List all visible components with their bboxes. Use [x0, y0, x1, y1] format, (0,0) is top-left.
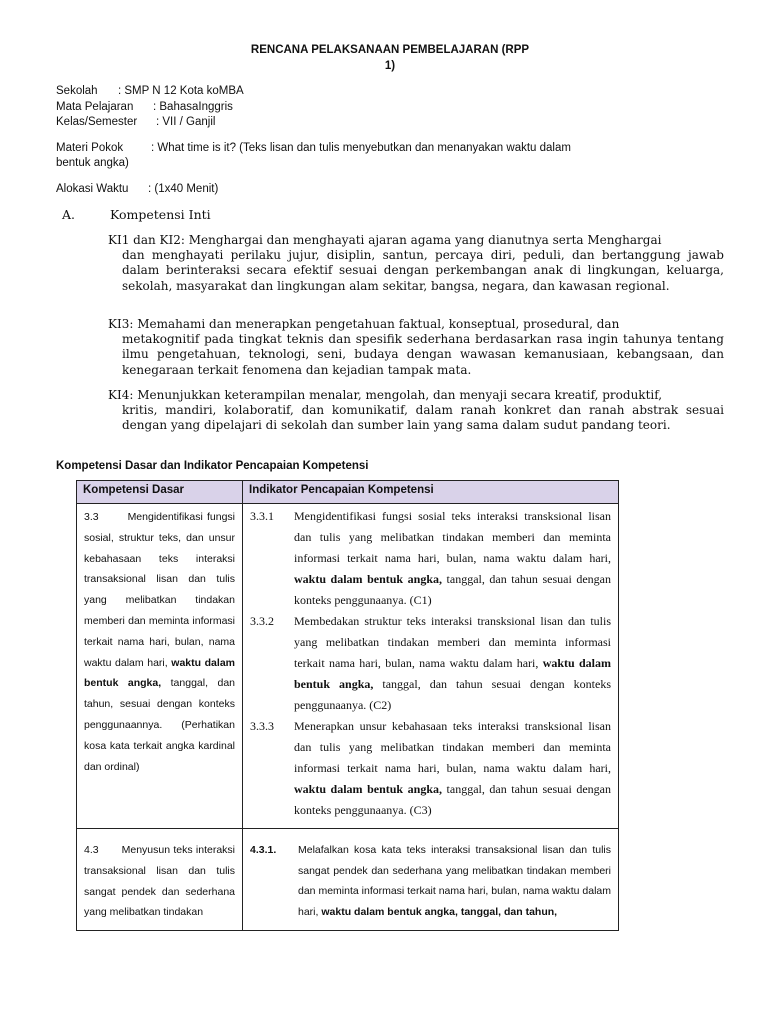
indikator-3-3-1-bold: waktu dalam bentuk angka, [294, 572, 442, 586]
kd-4-3-body: Menyusun teks interaksi transaksional lisan dan tulis sangat pendek dan sederhana yang melibatkan tindakan [84, 844, 235, 919]
kd-cell-3-3 [77, 504, 243, 829]
indikator-3-3-3 [250, 716, 611, 821]
ki3-paragraph [108, 317, 724, 378]
meta-mapel-label: Mata Pelajaran [56, 101, 134, 113]
indikator-4-3-1-text-c: tanggal, dan tahun, [460, 905, 558, 918]
indikator-3-3-2 [250, 611, 611, 716]
indikator-3-3-1-text-c: tanggal, dan tahun sesuai dengan konteks penggunaanya. (C1) [294, 572, 611, 607]
kd-header-cell: Kompetensi Dasar [77, 481, 243, 504]
meta-sekolah-value: : SMP N 12 Kota koMBA [118, 85, 244, 97]
kd-3-3-text-a: Mengidentifikasi fungsi sosial, struktur teks, dan unsur kebahasaan teks interaksi transaksional lisan dan tulis yang melibatkan tindakan memberi dan meminta informasi terkait nama hari, bulan, nama waktu dalam hari, [84, 511, 236, 669]
indikator-cell-4-3 [243, 829, 619, 931]
kd-table-row-4-3 [77, 829, 619, 931]
kd-3-3-note: (Perhatikan kosa kata terkait angka kardinal dan ordinal) [84, 718, 235, 773]
indikator-cell-3-3 [243, 504, 619, 829]
title-line-2: 1) [384, 60, 396, 72]
indikator-3-3-2-text-a: Membedakan struktur teks interaksi transksional lisan dan tulis yang melibatkan tindakan memberi dan meminta informasi terkait nama hari, bulan, nama waktu dalam hari, [294, 614, 611, 670]
kd-3-3-number: 3.3 [84, 511, 99, 523]
meta-materi-value-cont: bentuk angka) [56, 157, 129, 169]
kd-3-3-text-bold: waktu dalam bentuk angka, [84, 656, 235, 690]
indikator-4-3-1-label: 4.3.1. [250, 844, 277, 856]
meta-alokasi-value: : (1x40 Menit) [148, 183, 219, 195]
indikator-header-cell: Indikator Pencapaian Kompetensi [243, 481, 619, 504]
kd-table-row-3-3 [77, 504, 619, 829]
indikator-3-3-3-text-c: tanggal, dan tahun sesuai dengan konteks penggunaanya. (C3) [294, 782, 611, 817]
meta-sekolah-label: Sekolah [56, 85, 98, 97]
ki4-paragraph [108, 388, 724, 434]
kd-3-3-text-c: tanggal, dan tahun, sesuai dengan konteks penggunaannya. [84, 677, 235, 731]
indikator-3-3-1-text-a: Mengidentifikasi fungsi sosial teks interaksi transksional lisan dan tulis yang melibatkan tindakan memberi dan meminta informasi terkait nama hari, bulan, nama waktu dalam hari, [294, 509, 611, 565]
meta-sekolah [56, 84, 244, 99]
kd-section-heading: Kompetensi Dasar dan Indikator Pencapaian Kompetensi [56, 460, 369, 472]
ki3-rest: metakognitif pada tingkat teknis dan spesifik sederhana berdasarkan rasa ingin tahunya tentang ilmu pengetahuan, teknologi, seni, budaya dengan wawasan kemanusiaan, kebangsaan, dan kenegaraan terkait fenomena dan kejadian tampak mata. [122, 332, 724, 377]
kd-cell-4-3 [77, 829, 243, 931]
meta-kelas [56, 115, 215, 130]
ki3-first-line: KI3: Memahami dan menerapkan pengetahuan faktual, konseptual, prosedural, dan [108, 317, 620, 331]
indikator-3-3-1-label: 3.3.1 [250, 509, 274, 523]
indikator-3-3-3-label: 3.3.3 [250, 719, 274, 733]
document-title [230, 42, 550, 74]
indikator-3-3-2-bold: waktu dalam bentuk angka, [294, 656, 612, 691]
meta-materi-label: Materi Pokok [56, 142, 124, 154]
meta-alokasi [56, 182, 218, 197]
title-line-1: RENCANA PELAKSANAAN PEMBELAJARAN (RPP [250, 44, 530, 56]
meta-materi [56, 141, 676, 171]
indikator-3-3-1 [250, 506, 611, 611]
meta-mapel-value: : BahasaInggris [153, 101, 233, 113]
indikator-3-3-3-bold: waktu dalam bentuk angka, [294, 782, 442, 796]
ki4-rest: kritis, mandiri, kolaboratif, dan komunikatif, dalam ranah konkret dan ranah abstrak sesuai dengan yang dipelajari di sekolah dan sumber lain yang sama dalam sudut pandang teori. [122, 403, 724, 433]
meta-kelas-value: : VII / Ganjil [156, 116, 216, 128]
indikator-4-3-list [244, 830, 617, 928]
ki4-first-line: KI4: Menunjukkan keterampilan menalar, mengolah, dan menyaji secara kreatif, produktif, [108, 388, 663, 402]
indikator-3-3-list [244, 505, 617, 827]
section-a-title: Kompetensi Inti [110, 207, 211, 222]
meta-kelas-label: Kelas/Semester [56, 116, 138, 128]
section-a-heading [62, 207, 211, 222]
indikator-4-3-1-bold: waktu dalam bentuk angka, [321, 905, 458, 918]
indikator-3-3-2-label: 3.3.2 [250, 614, 274, 628]
ki1-ki2-paragraph [108, 233, 724, 294]
meta-materi-value: : What time is it? (Teks lisan dan tulis menyebutkan dan menanyakan waktu dalam [151, 142, 571, 154]
meta-alokasi-label: Alokasi Waktu [56, 183, 129, 195]
kd-4-3-number: 4.3 [84, 844, 99, 856]
meta-mapel [56, 100, 233, 115]
kd-table [76, 480, 619, 931]
kd-table-header-row [77, 481, 619, 504]
indikator-3-3-2-text-c: tanggal, dan tahun sesuai dengan konteks penggunaanya. (C2) [294, 677, 611, 712]
ki1-rest: dan menghayati perilaku jujur, disiplin, santun, percaya diri, peduli, dan bertanggung jawab dalam berinteraksi secara efektif sesuai dengan perkembangan anak di lingkungan, keluarga, sekolah, masyarakat dan lingkungan alam sekitar, bangsa, negara, dan kawasan regional. [122, 248, 724, 293]
kd-4-3-text [78, 830, 241, 929]
indikator-4-3-1 [250, 840, 611, 922]
indikator-3-3-3-text-a: Menerapkan unsur kebahasaan teks interaksi transksional lisan dan tulis yang melibatkan tindakan memberi dan meminta informasi terkait nama hari, bulan, nama waktu dalam hari, [294, 719, 611, 775]
section-a-number: A. [62, 207, 76, 222]
indikator-4-3-1-text-a: Melafalkan kosa kata teks interaksi transaksional lisan dan tulis sangat pendek dan sederhana yang melibatkan tindakan memberi dan meminta informasi terkait nama hari, bulan, nama waktu dalam hari, [298, 844, 611, 918]
ki1-first-line: KI1 dan KI2: Menghargai dan menghayati ajaran agama yang dianutnya serta Menghargai [108, 233, 662, 247]
kd-3-3-text [78, 505, 241, 783]
